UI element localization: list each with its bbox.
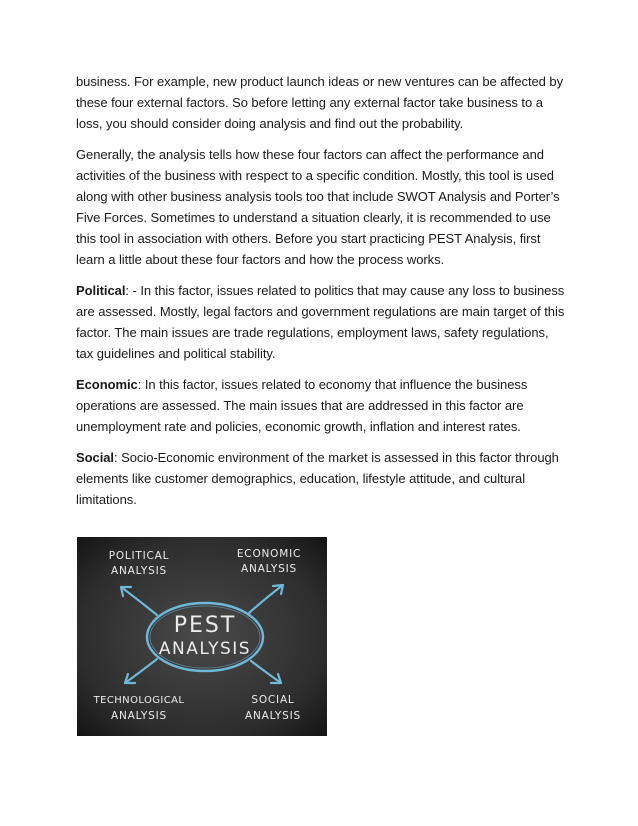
label-political-line2: ANALYSIS [111,565,167,577]
document-body [76,71,566,520]
center-title-line1: PEST [173,613,237,638]
label-technological-line1: TECHNOLOGICAL [93,695,185,706]
center-title-line2: ANALYSIS [158,639,252,659]
paragraph-text: : In this factor, issues related to economy that influence the business operations are assessed. The main issues that are addressed in this factor are unemployment rate and policies, economic growth, inflation and interest rates. [76,377,528,434]
pest-analysis-image [77,537,327,736]
label-technological-line2: ANALYSIS [111,710,167,722]
paragraph-lead-social: Social [76,450,114,465]
paragraph-political [76,280,566,364]
label-economic-line1: ECONOMIC [236,548,302,560]
paragraph-text: : Socio-Economic environment of the market is assessed in this factor through elements like customer demographics, education, lifestyle attitude, and cultural limitations. [76,450,559,507]
paragraph-text: business. For example, new product launch ideas or new ventures can be affected by these four external factors. So before letting any external factor take business to a loss, you should consider doing analysis and find out the probability. [76,74,564,131]
label-social-line2: ANALYSIS [245,710,301,722]
paragraph-lead-political: Political [76,283,126,298]
paragraph-lead-economic: Economic [76,377,138,392]
paragraph-economic [76,374,566,437]
paragraph-social [76,447,566,510]
label-economic-line2: ANALYSIS [241,563,297,575]
label-political-line1: POLITICAL [108,550,170,562]
paragraph-text: : - In this factor, issues related to politics that may cause any loss to business are assessed. Mostly, legal factors and government regulations are main target of this factor. The main issues are trade regulations, employment laws, safety regulations, tax guidelines and political stability. [76,283,565,361]
label-social-line1: SOCIAL [251,694,295,706]
pest-diagram [77,537,327,736]
paragraph-general [76,144,566,270]
paragraph-intro-continuation [76,71,566,134]
paragraph-text: Generally, the analysis tells how these four factors can affect the performance and activities of the business with respect to a specific condition. Mostly, this tool is used along with other business analysis tools too that include SWOT Analysis and Porter’s Five Forces. Sometimes to understand a situation clearly, it is recommended to use this tool in association with others. Before you start practicing PEST Analysis, first learn a little about these four factors and how the process works. [76,147,560,267]
